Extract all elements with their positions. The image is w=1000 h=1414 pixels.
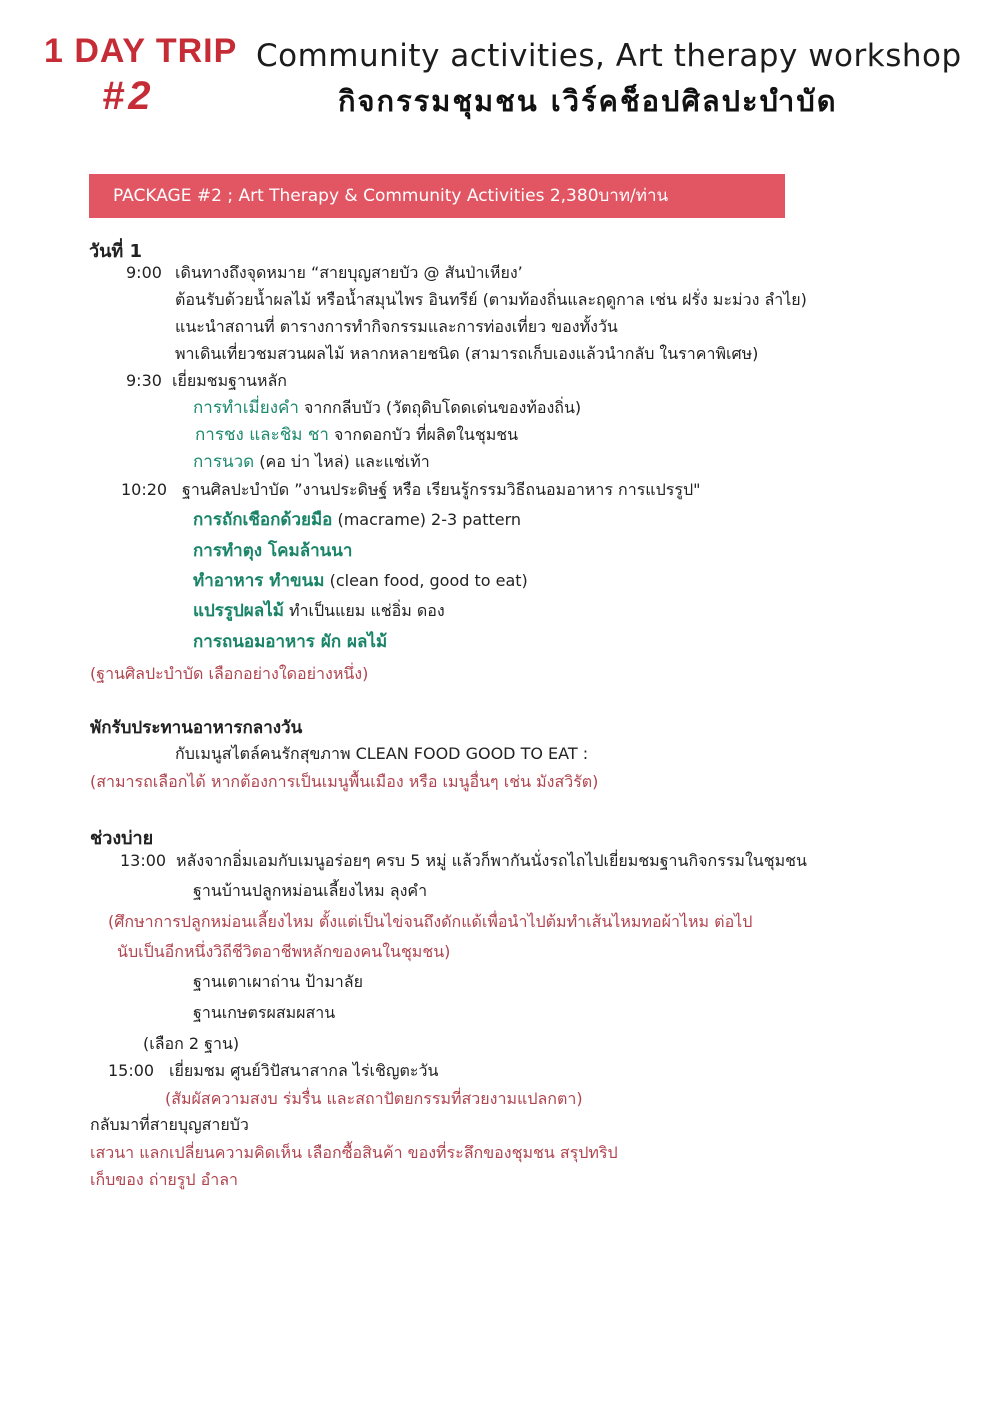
schedule-line: ต้อนรับด้วยน้ำผลไม้ หรือน้ำสมุนไพร อินทรีย์ (ตามท้องถิ่นและฤดูกาล เช่น ฝรั่ง มะม่วง ลำไย) xyxy=(175,290,807,309)
art-activity-item xyxy=(193,600,445,622)
main-station-item xyxy=(195,424,518,446)
schedule-line: หลังจากอิ่มเอมกับเมนูอร่อยๆ ครบ 5 หมู่ แล้วก็พากันนั่งรถไถไปเยี่ยมชมฐานกิจกรรมในชุมชน xyxy=(176,851,807,870)
lunch-line: กับเมนูสไตล์คนรักสุขภาพ CLEAN FOOD GOOD TO EAT : xyxy=(175,744,589,763)
schedule-line: พาเดินเที่ยวชมสวนผลไม้ หลากหลายชนิด (สามารถเก็บเองแล้วนำกลับ ในราคาพิเศษ) xyxy=(175,344,759,363)
title-thai: กิจกรรมชุมชน เวิร์คช็อปศิลปะบำบัด xyxy=(338,84,838,118)
time-1020: 10:20 xyxy=(121,480,168,499)
art-activity-item xyxy=(193,540,352,562)
station-detail: (คอ บ่า ไหล่) และแช่เท้า xyxy=(254,452,430,471)
time-0930: 9:30 xyxy=(126,371,162,390)
station-detail: จากดอกบัว ที่ผลิตในชุมชน xyxy=(328,425,519,444)
activity-highlight: การถนอมอาหาร ผัก ผลไม้ xyxy=(193,632,388,652)
art-therapy-title: ฐานศิลปะบำบัด ”งานประดิษฐ์ หรือ เรียนรู้กรรมวิธีถนอมอาหาร การแปรรูป" xyxy=(182,480,701,499)
lunch-heading: พักรับประทานอาหารกลางวัน xyxy=(90,718,303,738)
title-english: Community activities, Art therapy workshop xyxy=(256,38,962,74)
day1-heading: วันที่ 1 xyxy=(89,241,143,262)
station-note: (ศึกษาการปลูกหม่อนเลี้ยงไหม ตั้งแต่เป็นไข่จนถึงดักแด้เพื่อนำไปต้มทำเส้นไหมทอผ้าไหม ต่อไป xyxy=(108,912,753,931)
afternoon-heading: ช่วงบ่าย xyxy=(90,828,154,849)
activity-detail: ทำเป็นแยม แช่อิ่ม ดอง xyxy=(283,601,445,620)
schedule-line: เยี่ยมชม ศูนย์วิปัสนาสากล ไร่เชิญตะวัน xyxy=(169,1061,439,1080)
choose-stations-note: (เลือก 2 ฐาน) xyxy=(143,1034,240,1053)
station-note: นับเป็นอีกหนึ่งวิถีชีวิตอาชีพหลักของคนในชุมชน) xyxy=(117,942,451,961)
station-highlight: การนวด xyxy=(193,452,255,472)
package-banner: PACKAGE #2 ; Art Therapy & Community Activities 2,380บาท/ท่าน xyxy=(89,174,785,218)
activity-detail: (clean food, good to eat) xyxy=(324,571,528,590)
community-station: ฐานเตาเผาถ่าน ป้ามาลัย xyxy=(193,972,363,991)
community-station: ฐานบ้านปลูกหม่อนเลี้ยงไหม ลุงคำ xyxy=(193,881,428,900)
art-activity-item xyxy=(193,631,387,653)
time-0900: 9:00 xyxy=(126,263,162,282)
main-stations-title: เยี่ยมชมฐานหลัก xyxy=(172,371,287,390)
art-activity-item xyxy=(193,570,528,592)
time-1500: 15:00 xyxy=(108,1061,155,1080)
station-detail: จากกลีบบัว (วัตถุดิบโดดเด่นของท้องถิ่น) xyxy=(298,398,582,417)
activity-highlight: การทำตุง โคมล้านนา xyxy=(193,541,353,561)
trip-number: #2 xyxy=(102,74,155,118)
wrap-up-line: เก็บของ ถ่ายรูป อำลา xyxy=(90,1170,239,1189)
trip-title: 1 DAY TRIP xyxy=(44,32,238,70)
art-activity-item xyxy=(193,509,521,531)
station-highlight: การทำเมี่ยงคำ xyxy=(193,398,299,418)
time-1300: 13:00 xyxy=(120,851,167,870)
main-station-item xyxy=(193,397,581,419)
schedule-line: เดินทางถึงจุดหมาย “สายบุญสายบัว @ สันป่าเหียง’ xyxy=(175,263,523,282)
activity-highlight: ทำอาหาร ทำขนม xyxy=(193,571,325,591)
return-line: กลับมาที่สายบุญสายบัว xyxy=(90,1115,249,1134)
wrap-up-line: เสวนา แลกเปลี่ยนความคิดเห็น เลือกซื้อสินค้า ของที่ระลึกของชุมชน สรุปทริป xyxy=(90,1143,618,1162)
art-therapy-note: (ฐานศิลปะบำบัด เลือกอย่างใดอย่างหนึ่ง) xyxy=(90,664,369,683)
main-station-item xyxy=(193,451,430,473)
meditation-note: (สัมผัสความสงบ ร่มรื่น และสถาปัตยกรรมที่สวยงามแปลกตา) xyxy=(165,1089,583,1108)
lunch-note: (สามารถเลือกได้ หากต้องการเป็นเมนูพื้นเมือง หรือ เมนูอื่นๆ เช่น มังสวิรัต) xyxy=(90,772,599,791)
activity-highlight: แปรรูปผลไม้ xyxy=(193,601,284,621)
community-station: ฐานเกษตรผสมผสาน xyxy=(193,1003,336,1022)
activity-highlight: การถักเชือกด้วยมือ xyxy=(193,510,333,530)
schedule-line: แนะนำสถานที่ ตารางการทำกิจกรรมและการท่องเที่ยว ของทั้งวัน xyxy=(175,317,618,336)
activity-detail: (macrame) 2-3 pattern xyxy=(332,510,522,529)
station-highlight: การชง และชิม ชา xyxy=(195,425,329,445)
